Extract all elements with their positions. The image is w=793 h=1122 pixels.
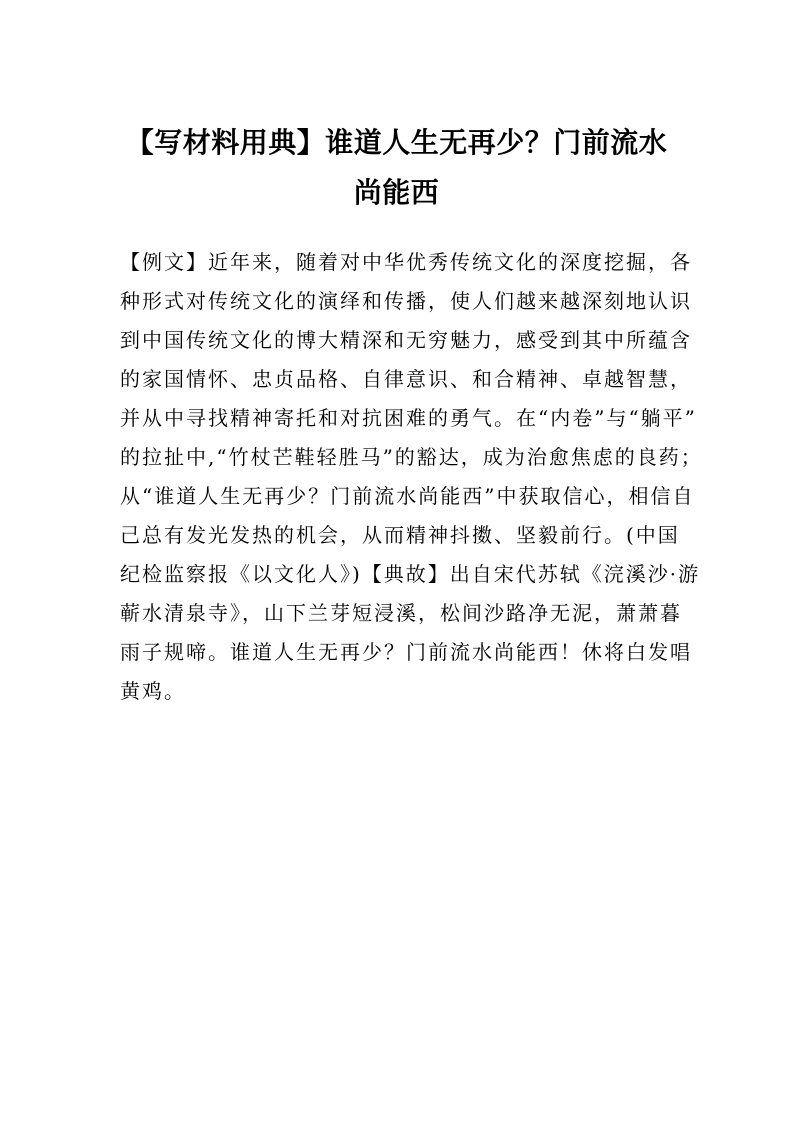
document-title <box>115 118 678 218</box>
paragraph-line: 的拉扯中,“竹杖芒鞋轻胜马”的豁达，成为治愈焦虑的良药； <box>120 445 703 469</box>
paragraph-line: 到中国传统文化的博大精深和无穷魅力，感受到其中所蕴含 <box>120 328 692 352</box>
title-line-2: 尚能西 <box>353 176 440 209</box>
title-line-1: 【写材料用典】谁道人生无再少？门前流水 <box>125 126 668 159</box>
paragraph-line: 种形式对传统文化的演绎和传播，使人们越来越深刻地认识 <box>120 289 692 313</box>
paragraph-line: 【例文】近年来，随着对中华优秀传统文化的深度挖掘，各 <box>120 250 692 274</box>
paragraph-line: 黄鸡。 <box>120 679 186 703</box>
paragraph-line: 雨子规啼。谁道人生无再少？门前流水尚能西！休将白发唱 <box>120 640 692 664</box>
paragraph-line: 从“谁道人生无再少？门前流水尚能西”中获取信心，相信自 <box>120 484 695 508</box>
paragraph-line: 蕲水清泉寺》，山下兰芽短浸溪，松间沙路净无泥，萧萧暮 <box>120 601 682 625</box>
paragraph-line: 己总有发光发热的机会，从而精神抖擞、坚毅前行。(中国 <box>120 523 680 547</box>
body-paragraph <box>120 243 703 711</box>
paragraph-line: 的家国情怀、忠贞品格、自律意识、和合精神、卓越智慧， <box>120 367 692 391</box>
paragraph-line: 纪检监察报《以文化人》)【典故】出自宋代苏轼《浣溪沙·游 <box>120 562 701 586</box>
paragraph-line: 并从中寻找精神寄托和对抗困难的勇气。在“内卷”与“躺平” <box>120 406 697 430</box>
